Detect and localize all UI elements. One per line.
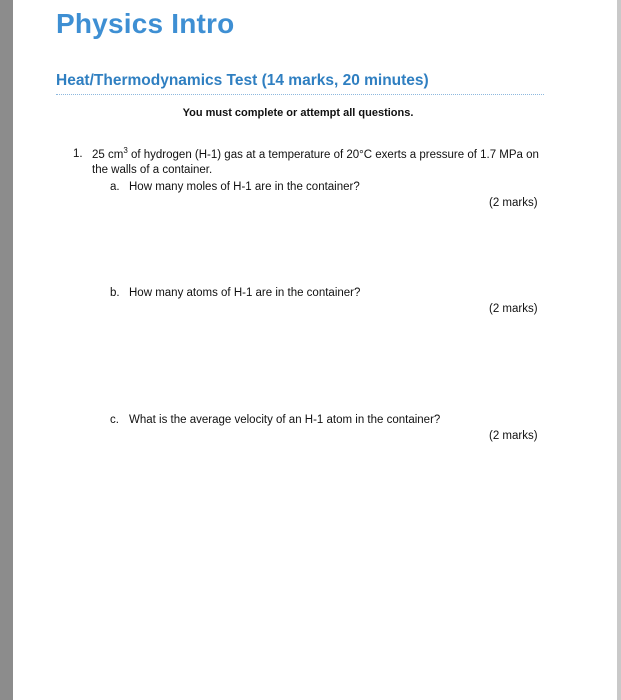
left-scroll-gutter [0, 0, 13, 700]
right-scrollbar[interactable] [617, 0, 621, 700]
part-b-marks: (2 marks) [489, 303, 538, 315]
document-page [13, 0, 617, 700]
part-c-letter: c. [110, 414, 119, 426]
part-c-text: What is the average velocity of an H-1 atom in the container? [129, 414, 441, 426]
section-heading: Heat/Thermodynamics Test (14 marks, 20 minutes) [56, 72, 544, 95]
instruction-text: You must complete or attempt all questions. [182, 107, 414, 119]
part-a-text: How many moles of H-1 are in the container? [129, 181, 360, 193]
question-text-start: 25 cm [92, 149, 124, 161]
part-a-letter: a. [110, 181, 120, 193]
question-text-end: of hydrogen (H-1) gas at a temperature of 20°C exerts a pressure of 1.7 MPa on the walls of a container. [92, 149, 539, 176]
part-c-marks: (2 marks) [489, 430, 538, 442]
question-number: 1. [73, 148, 83, 160]
superscript-3: 3 [123, 146, 128, 156]
part-a-marks: (2 marks) [489, 197, 538, 209]
page-title: Physics Intro [56, 8, 235, 39]
part-b-text: How many atoms of H-1 are in the container? [129, 287, 361, 299]
part-b-letter: b. [110, 287, 120, 299]
question-text [92, 148, 552, 178]
